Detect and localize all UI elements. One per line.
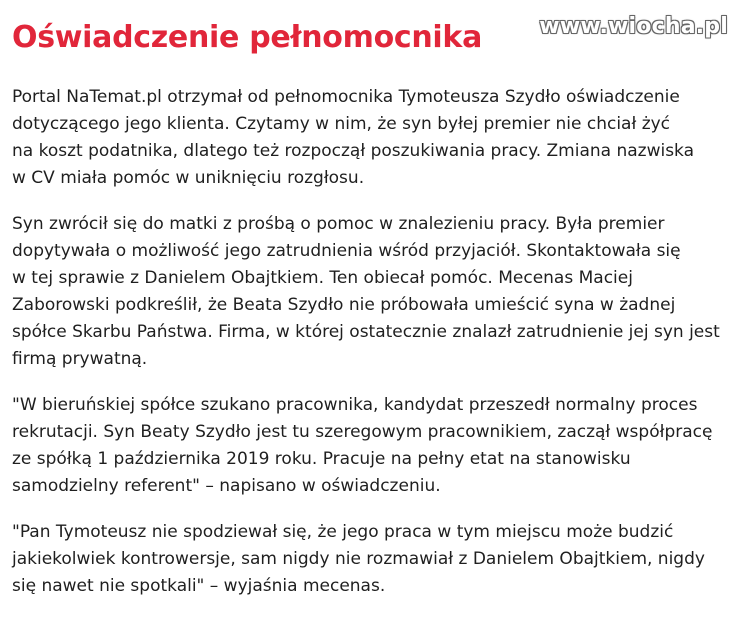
text-line: ze spółką 1 października 2019 roku. Pracuje na pełny etat na stanowisku (12, 449, 631, 469)
paragraph-2 (12, 211, 730, 373)
text-line: w CV miała pomóc w uniknięciu rozgłosu. (12, 168, 365, 188)
text-line: "W bieruńskiej spółce szukano pracownika, kandydat przeszedł normalny proces (12, 395, 698, 415)
article-body (12, 84, 730, 619)
text-line: jakiekolwiek kontrowersje, sam nigdy nie rozmawiał z Danielem Obajtkiem, nigdy (12, 549, 705, 569)
text-line: rekrutacji. Syn Beaty Szydło jest tu szeregowym pracownikiem, zaczął współpracę (12, 422, 713, 442)
text-line: dopytywała o możliwość jego zatrudnienia wśród przyjaciół. Skontaktowała się (12, 241, 681, 261)
text-line: "Pan Tymoteusz nie spodziewał się, że jego praca w tym miejscu może budzić (12, 522, 674, 542)
article-headline: Oświadczenie pełnomocnika (12, 20, 483, 55)
text-line: samodzielny referent" – napisano w oświadczeniu. (12, 476, 441, 496)
text-line: dotyczącego jego klienta. Czytamy w nim, że syn byłej premier nie chciał żyć (12, 114, 671, 134)
paragraph-1 (12, 84, 730, 192)
site-watermark: www.wiocha.pl (539, 14, 728, 39)
paragraph-3 (12, 392, 730, 500)
text-line: Portal NaTemat.pl otrzymał od pełnomocnika Tymoteusza Szydło oświadczenie (12, 87, 680, 107)
paragraph-4 (12, 519, 730, 600)
text-line: spółce Skarbu Państwa. Firma, w której ostatecznie znalazł zatrudnienie jej syn jest (12, 322, 720, 342)
text-line: Zaborowski podkreślił, że Beata Szydło nie próbowała umieścić syna w żadnej (12, 295, 676, 315)
text-line: Syn zwrócił się do matki z prośbą o pomoc w znalezieniu pracy. Była premier (12, 214, 665, 234)
text-line: w tej sprawie z Danielem Obajtkiem. Ten obiecał pomóc. Mecenas Maciej (12, 268, 633, 288)
text-line: firmą prywatną. (12, 349, 148, 369)
text-line: się nawet nie spotkali" – wyjaśnia mecenas. (12, 576, 386, 596)
text-line: na koszt podatnika, dlatego też rozpoczął poszukiwania pracy. Zmiana nazwiska (12, 141, 695, 161)
